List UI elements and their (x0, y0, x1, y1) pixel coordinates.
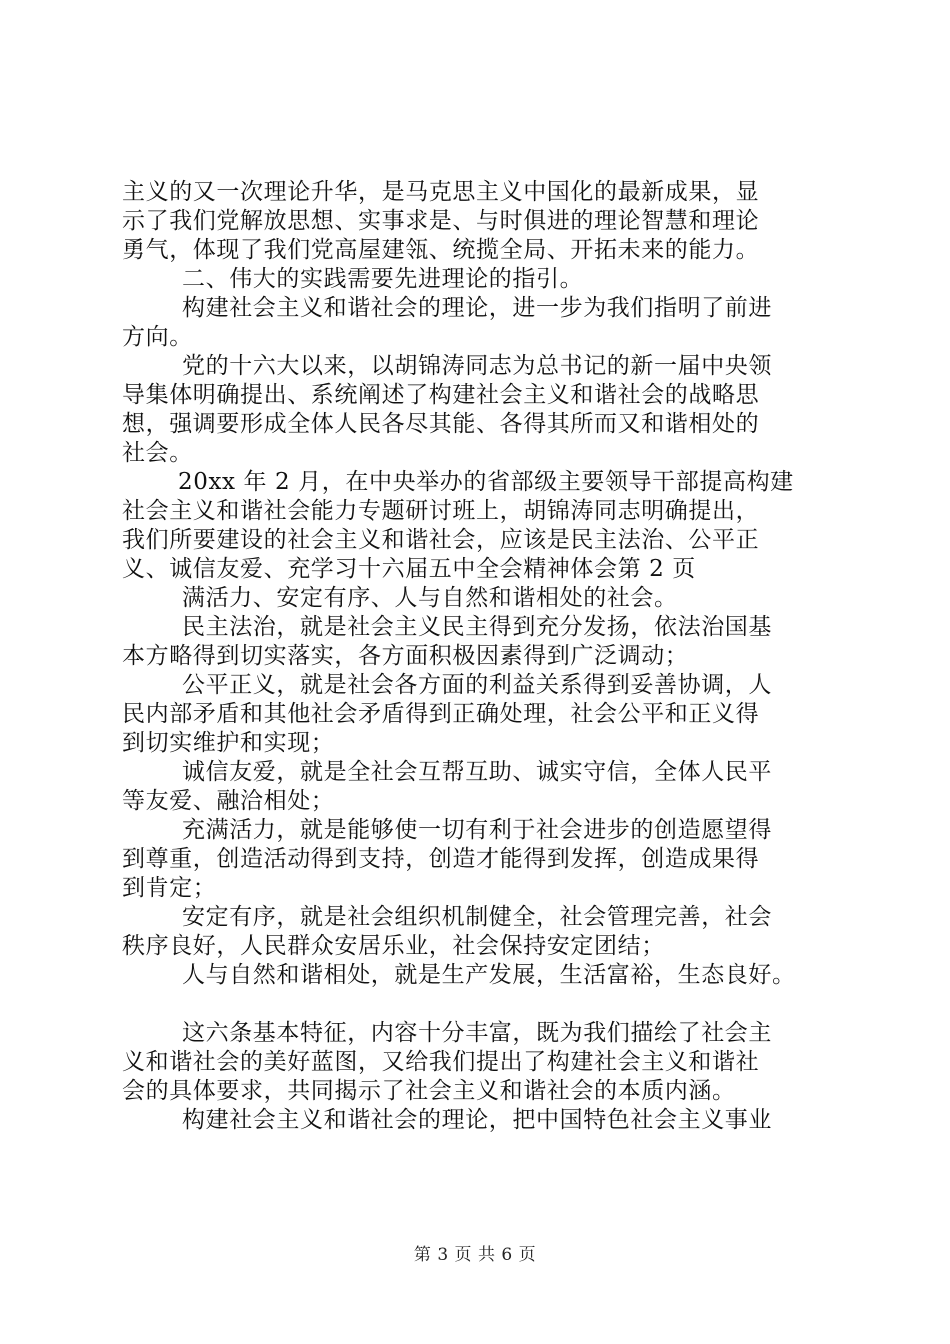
text-line: 主义的又一次理论升华，是马克思主义中国化的最新成果，显 (122, 179, 760, 205)
text-line: 示了我们党解放思想、实事求是、与时俱进的理论智慧和理论 (122, 208, 760, 234)
text-line: 到肯定； (122, 875, 217, 901)
blank-line (122, 990, 842, 1019)
text-line: 本方略得到切实落实，各方面积极因素得到广泛调动； (122, 643, 689, 669)
text-line: 20xx 年 2 月，在中央举办的省部级主要领导干部提高构建 (178, 469, 794, 495)
text-line: 这六条基本特征，内容十分丰富，既为我们描绘了社会主 (182, 1020, 772, 1046)
text-line: 二、伟大的实践需要先进理论的指引。 (182, 266, 584, 292)
document-body (122, 178, 842, 1135)
text-line: 秩序良好，人民群众安居乐业，社会保持安定团结； (122, 933, 665, 959)
text-line: 义、诚信友爱、充学习十六届五中全会精神体会第 2 页 (122, 556, 696, 582)
text-line: 构建社会主义和谐社会的理论，把中国特色社会主义事业 (182, 1107, 772, 1133)
text-line: 诚信友爱，就是全社会互帮互助、诚实守信，全体人民平 (182, 759, 772, 785)
text-line: 导集体明确提出、系统阐述了构建社会主义和谐社会的战略思 (122, 382, 760, 408)
text-line: 勇气，体现了我们党高屋建瓴、统揽全局、开拓未来的能力。 (122, 237, 760, 263)
text-line: 公平正义，就是社会各方面的利益关系得到妥善协调，人 (182, 672, 772, 698)
text-line: 我们所要建设的社会主义和谐社会，应该是民主法治、公平正 (122, 527, 760, 553)
text-line: 党的十六大以来，以胡锦涛同志为总书记的新一届中央领 (182, 353, 772, 379)
text-line: 社会主义和谐社会能力专题研讨班上，胡锦涛同志明确提出， (122, 498, 760, 524)
text-line: 安定有序，就是社会组织机制健全，社会管理完善，社会 (182, 904, 772, 930)
text-line: 等友爱、融洽相处； (122, 788, 335, 814)
text-line: 社会。 (122, 440, 193, 466)
text-line: 义和谐社会的美好蓝图，又给我们提出了构建社会主义和谐社 (122, 1049, 760, 1075)
page-footer: 第 3 页 共 6 页 (413, 1245, 537, 1265)
text-line: 方向。 (122, 324, 193, 350)
text-line: 人与自然和谐相处，就是生产发展，生活富裕，生态良好。 (182, 962, 796, 988)
text-line: 民主法治，就是社会主义民主得到充分发扬，依法治国基 (182, 614, 772, 640)
text-line: 到切实维护和实现； (122, 730, 335, 756)
text-line: 构建社会主义和谐社会的理论，进一步为我们指明了前进 (182, 295, 772, 321)
text-line: 民内部矛盾和其他社会矛盾得到正确处理，社会公平和正义得 (122, 701, 760, 727)
text-line: 满活力、安定有序、人与自然和谐相处的社会。 (182, 585, 678, 611)
text-line: 到尊重，创造活动得到支持，创造才能得到发挥，创造成果得 (122, 846, 760, 872)
text-line: 会的具体要求，共同揭示了社会主义和谐社会的本质内涵。 (122, 1078, 736, 1104)
text-line: 想，强调要形成全体人民各尽其能、各得其所而又和谐相处的 (122, 411, 760, 437)
text-line: 充满活力，就是能够使一切有利于社会进步的创造愿望得 (182, 817, 772, 843)
